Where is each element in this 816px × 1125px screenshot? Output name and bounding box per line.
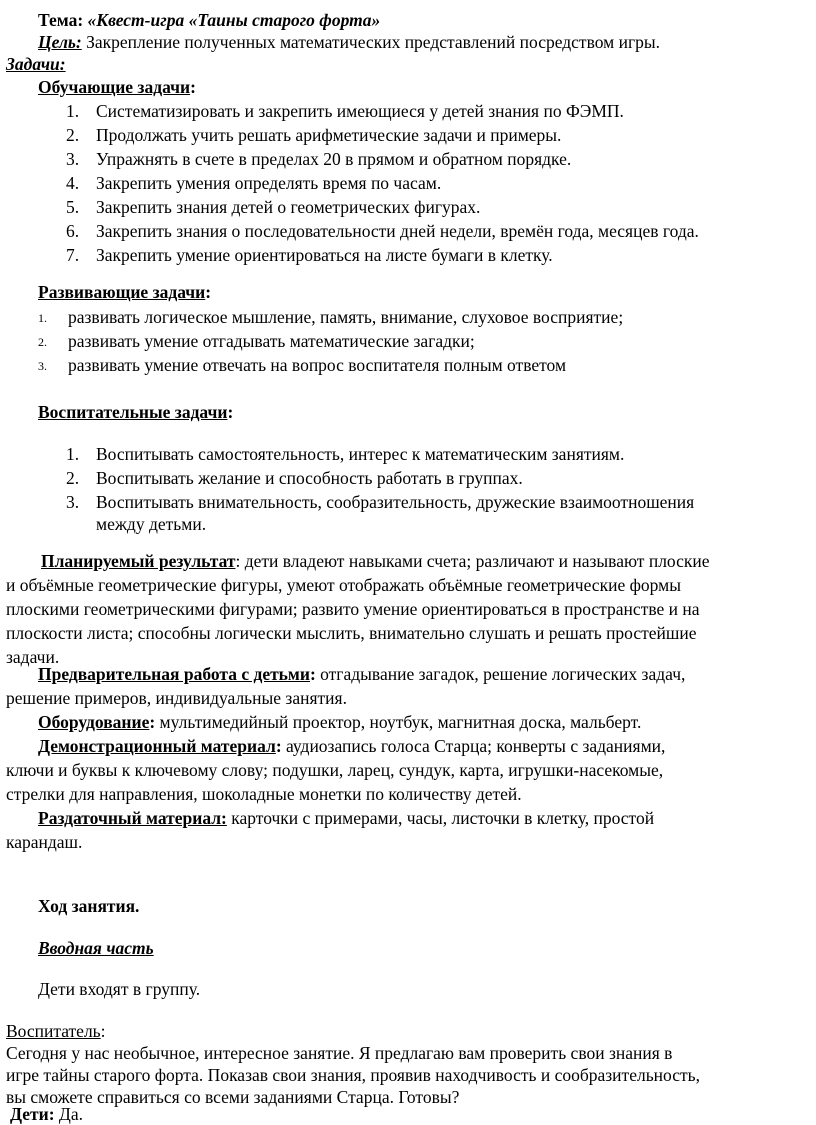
developing-heading-line: Развивающие задачи:: [38, 282, 212, 302]
equipment-line: Оборудование: мультимедийный проектор, ноутбук, магнитная доска, мальберт.: [38, 712, 642, 732]
children-line: [10, 1103, 83, 1125]
list-number: 1.: [38, 311, 47, 325]
list-number: 3.: [66, 492, 80, 512]
equipment-label: Оборудование: [38, 712, 150, 732]
planned-text: плоскими геометрическими фигурами; развито умение ориентироваться в пространстве и на: [6, 599, 700, 619]
list-item: [66, 100, 624, 122]
tasks-heading: Задачи:: [6, 54, 66, 74]
teacher-text: вы сможете справиться со всеми заданиями Старца. Готовы?: [6, 1087, 460, 1107]
list-item: [66, 196, 480, 218]
developing-heading: Развивающие задачи: [38, 282, 206, 302]
list-item: [66, 467, 523, 489]
learning-heading: Обучающие задачи: [38, 77, 191, 97]
list-item: [38, 354, 566, 377]
list-text: Закрепить знания о последовательности дней недели, времён года, месяцев года.: [96, 221, 699, 241]
list-number: 2.: [66, 125, 80, 145]
planned-text: плоскости листа; способны логически мыслить, внимательно слушать и решать простейшие: [6, 623, 697, 643]
list-number: 7.: [66, 245, 80, 265]
list-item: [38, 330, 475, 353]
teacher-label: Воспитатель: [6, 1021, 101, 1041]
prework-text: решение примеров, индивидуальные занятия.: [6, 688, 347, 708]
list-text: Закрепить умение ориентироваться на листе бумаги в клетку.: [96, 245, 553, 265]
list-text: Закрепить умения определять время по часам.: [96, 173, 442, 193]
equipment-text: мультимедийный проектор, ноутбук, магнитная доска, мальберт.: [155, 712, 642, 732]
handout-line: [38, 807, 654, 829]
intro-text: Дети входят в группу.: [38, 979, 201, 999]
theme-label: Тема:: [38, 10, 84, 30]
list-item: [66, 220, 699, 242]
handout-text: карандаш.: [6, 832, 83, 852]
handout-label: Раздаточный материал:: [38, 808, 227, 828]
list-text: развивать умение отгадывать математические загадки;: [68, 331, 475, 351]
course-heading: Ход занятия.: [38, 896, 140, 916]
demo-line: Демонстрационный материал: аудиозапись голоса Старца; конверты с заданиями,: [38, 736, 666, 756]
list-number: 5.: [66, 197, 80, 217]
list-text: развивать умение отвечать на вопрос воспитателя полным ответом: [68, 355, 567, 375]
list-number: 3.: [66, 149, 80, 169]
prework-label: Предварительная работа с детьми: [38, 664, 310, 684]
goal-label: Цель:: [38, 32, 82, 52]
list-item: [66, 443, 624, 465]
goal-line: [38, 31, 660, 53]
list-text: Воспитывать желание и способность работать в группах.: [96, 468, 523, 488]
educational-heading-line: Воспитательные задачи:: [38, 402, 234, 422]
children-label: Дети:: [10, 1104, 55, 1124]
list-text: Упражнять в счете в пределах 20 в прямом и обратном порядке.: [96, 149, 572, 169]
list-text: Продолжать учить решать арифметические задачи и примеры.: [96, 125, 562, 145]
demo-text: аудиозапись голоса Старца; конверты с заданиями,: [281, 736, 666, 756]
children-text: Да.: [54, 1104, 83, 1124]
demo-text: ключи и буквы к ключевому слову; подушки, ларец, сундук, карта, игрушки-насекомые,: [6, 760, 664, 780]
planned-line: [41, 550, 710, 572]
list-text: развивать логическое мышление, память, внимание, слуховое восприятие;: [68, 307, 624, 327]
list-number: 3.: [38, 359, 47, 373]
list-item: [66, 244, 553, 266]
list-item: [38, 306, 623, 329]
list-number: 1.: [66, 101, 80, 121]
list-number: 2.: [66, 468, 80, 488]
list-item: [66, 148, 571, 170]
theme-line: [38, 9, 380, 31]
theme-title: «Квест-игра «Таины старого форта»: [87, 10, 381, 30]
list-item: [66, 124, 561, 146]
teacher-text: Сегодня у нас необычное, интересное занятие. Я предлагаю вам проверить свои знания в: [6, 1043, 673, 1063]
demo-text: стрелки для направления, шоколадные монетки по количеству детей.: [6, 784, 522, 804]
list-number: 1.: [66, 444, 80, 464]
planned-text: и объёмные геометрические фигуры, умеют отображать объёмные геометрические формы: [6, 575, 681, 595]
list-number: 2.: [38, 335, 47, 349]
teacher-text: игре тайны старого форта. Показав свои знания, проявив находчивость и сообразительность,: [6, 1065, 701, 1085]
planned-text: : дети владеют навыками счета; различают и называют плоские: [235, 551, 710, 571]
prework-text: отгадывание загадок, решение логических задач,: [315, 664, 686, 684]
handout-text: карточки с примерами, часы, листочки в клетку, простой: [226, 808, 655, 828]
learning-heading-line: Обучающие задачи:: [38, 77, 196, 97]
list-number: 4.: [66, 173, 80, 193]
list-text: Воспитывать внимательность, сообразительность, дружеские взаимоотношения: [96, 492, 695, 512]
educational-heading: Воспитательные задачи: [38, 402, 228, 422]
prework-line: Предварительная работа с детьми: отгадывание загадок, решение логических задач,: [38, 664, 686, 684]
planned-text: задачи.: [6, 647, 60, 667]
list-text: Систематизировать и закрепить имеющиеся у детей знания по ФЭМП.: [96, 101, 624, 121]
list-item: [66, 491, 694, 513]
list-text: Воспитывать самостоятельность, интерес к математическим занятиям.: [96, 444, 625, 464]
teacher-label-line: Воспитатель:: [6, 1021, 106, 1041]
intro-heading: Вводная часть: [38, 938, 154, 958]
list-number: 6.: [66, 221, 80, 241]
list-item: [66, 172, 441, 194]
list-text: Закрепить знания детей о геометрических фигурах.: [96, 197, 481, 217]
planned-label: Планируемый результат: [41, 551, 236, 571]
demo-label: Демонстрационный материал: [38, 736, 276, 756]
goal-text: Закрепление полученных математических представлений посредством игры.: [86, 32, 661, 52]
list-item-continuation: между детьми.: [96, 514, 207, 534]
